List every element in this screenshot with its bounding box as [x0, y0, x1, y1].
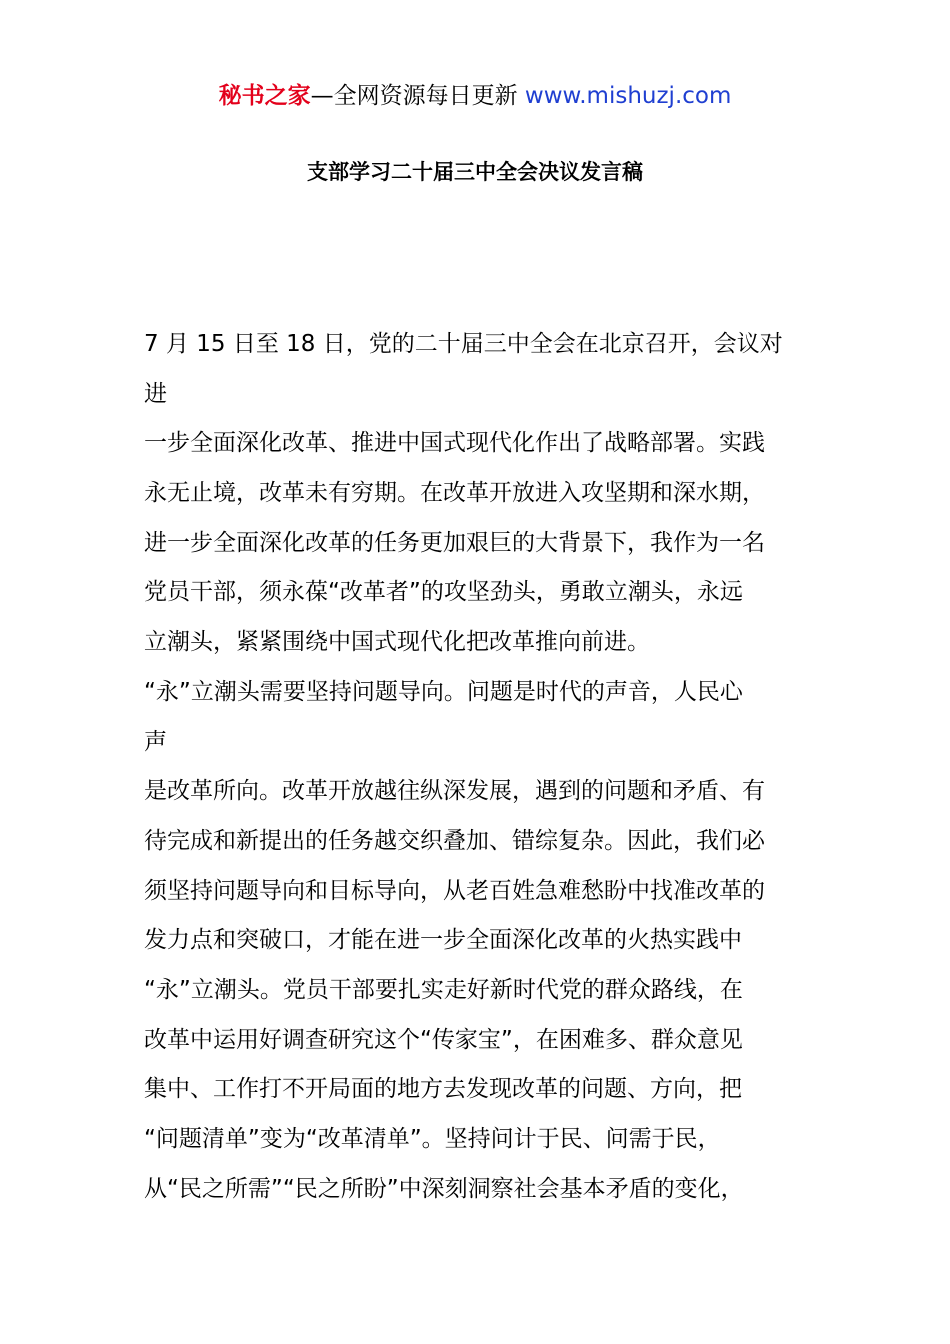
text-line: 待完成和新提出的任务越交织叠加、错综复杂。因此，我们必 — [144, 827, 765, 854]
site-header — [0, 80, 950, 112]
text-line: 永无止境，改革未有穷期。在改革开放进入攻坚期和深水期， — [144, 480, 765, 507]
text-line: 党员干部，须永葆“改革者”的攻坚劲头，勇敢立潮头，永远 — [144, 579, 743, 606]
site-tagline: —全网资源每日更新 — [310, 83, 525, 109]
text-line: 立潮头，紧紧围绕中国式现代化把改革推向前进。 — [144, 629, 650, 656]
document-title: 支部学习二十届三中全会决议发言稿 — [307, 160, 643, 184]
text-line: 声 — [144, 728, 167, 755]
text-line: 进一步全面深化改革的任务更加艰巨的大背景下，我作为一名 — [144, 529, 765, 556]
text-line: 从“民之所需”“民之所盼”中深刻洞察社会基本矛盾的变化， — [144, 1175, 744, 1202]
text-line: 发力点和突破口，才能在进一步全面深化改革的火热实践中 — [144, 927, 742, 954]
text-line: “永”立潮头需要坚持问题导向。问题是时代的声音，人民心 — [144, 678, 743, 705]
text-line: 改革中运用好调查研究这个“传家宝”，在困难多、群众意见 — [144, 1026, 743, 1053]
site-brand: 秘书之家 — [218, 83, 311, 109]
document-body — [144, 320, 844, 1214]
text-line: “永”立潮头。党员干部要扎实走好新时代党的群众路线，在 — [144, 976, 743, 1003]
text-line: 一步全面深化改革、推进中国式现代化作出了战略部署。实践 — [144, 430, 765, 457]
text-line: 是改革所向。改革开放越往纵深发展，遇到的问题和矛盾、有 — [144, 778, 765, 805]
text-line: 须坚持问题导向和目标导向，从老百姓急难愁盼中找准改革的 — [144, 877, 765, 904]
text-line: 集中、工作打不开局面的地方去发现改革的问题、方向，把 — [144, 1076, 742, 1103]
text-line: 进 — [144, 380, 167, 407]
text-line: “问题清单”变为“改革清单”。坚持问计于民、问需于民， — [144, 1126, 721, 1152]
site-url-link[interactable]: www.mishuzj.com — [524, 83, 732, 109]
text-line: 7 月 15 日至 18 日，党的二十届三中全会在北京召开，会议对 — [144, 331, 783, 357]
